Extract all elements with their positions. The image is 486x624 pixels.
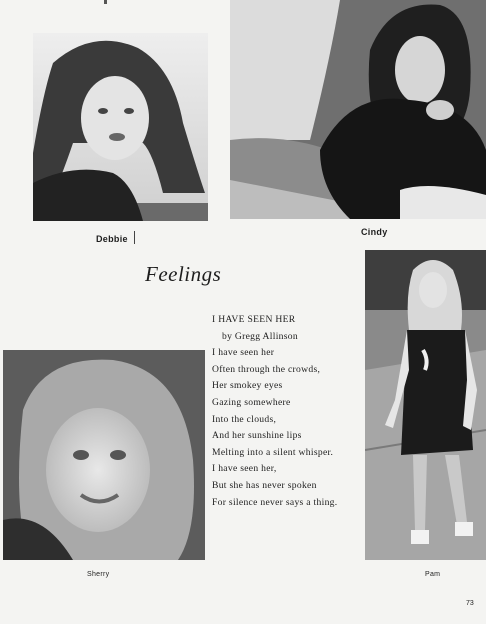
poem-line: For silence never says a thing.: [212, 496, 338, 508]
poem-line: I have seen her: [212, 347, 275, 359]
caption-pam: Pam: [425, 571, 441, 578]
poem-line: And her sunshine lips: [212, 430, 302, 442]
poem-line: Gazing somewhere: [212, 396, 291, 408]
poem-line: Into the clouds,: [212, 413, 277, 425]
poem: [212, 312, 364, 511]
poem-line: Melting into a silent whisper.: [212, 446, 334, 458]
photo-sherry: [3, 350, 205, 560]
caption-debbie: Debbie: [96, 234, 128, 244]
poem-author: by Gregg Allinson: [222, 330, 298, 342]
caption-cindy: Cindy: [361, 227, 388, 237]
caption-sherry: Sherry: [87, 571, 110, 578]
photo-debbie: [33, 33, 208, 221]
poem-line: Often through the crowds,: [212, 363, 321, 375]
page-number: 73: [466, 600, 474, 607]
poem-line: Her smokey eyes: [212, 380, 283, 392]
poem-line: I have seen her,: [212, 463, 277, 475]
page-edge-mark: [104, 0, 107, 4]
page-title: Feelings: [145, 262, 222, 286]
poem-title: I HAVE SEEN HER: [212, 314, 296, 325]
poem-line: But she has never spoken: [212, 479, 317, 491]
photo-cindy: [230, 0, 486, 219]
photo-pam: [365, 250, 486, 560]
